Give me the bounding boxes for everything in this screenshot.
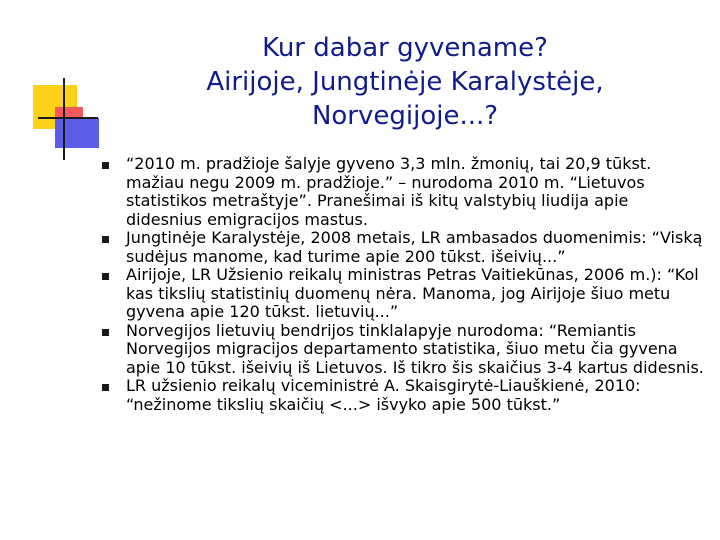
bullet-text: Jungtinėje Karalystėje, 2008 metais, LR ambasados duomenimis: “Viską sudėjus manome, kad turime apie 200 tūkst. išeivių...” bbox=[126, 228, 703, 266]
bullet-text: Airijoje, LR Užsienio reikalų ministras Petras Vaitiekūnas, 2006 m.): “Kol kas tikslių statistinių duomenų nėra. Manoma, jog Airijoje šiuo metu gyvena apie 120 tūkst. lietuvių...” bbox=[126, 265, 699, 321]
bullet-item bbox=[100, 322, 705, 378]
bullet-item bbox=[100, 266, 705, 322]
square-bullet-icon bbox=[102, 236, 109, 243]
bullet-item bbox=[100, 229, 705, 266]
square-bullet-icon bbox=[102, 384, 109, 391]
slide-title-line-3: Norvegijoje...? bbox=[311, 101, 499, 132]
slide-title-line-1: Kur dabar gyvename? bbox=[262, 33, 548, 64]
slide-title bbox=[110, 31, 700, 133]
decorative-horizontal-line bbox=[38, 117, 98, 119]
square-bullet-icon bbox=[102, 329, 109, 336]
slide-title-line-2: Airijoje, Jungtinėje Karalystėje, bbox=[206, 67, 604, 98]
square-bullet-icon bbox=[102, 273, 109, 280]
bullet-text: LR užsienio reikalų viceministrė A. Skaisgirytė-Liauškienė, 2010: “nežinome tikslių skaičių <...> išvyko apie 500 tūkst.” bbox=[126, 376, 641, 414]
decorative-blue-square bbox=[55, 118, 99, 148]
bullet-text: Norvegijos lietuvių bendrijos tinklalapyje nurodoma: “Remiantis Norvegijos migracijos departamento statistika, šiuo metu čia gyvena apie 10 tūkst. išeivių iš Lietuvos. Iš tikro šis skaičius 3-4 kartus didesnis. bbox=[126, 320, 704, 377]
bullet-item bbox=[100, 155, 705, 229]
bullet-list bbox=[100, 155, 705, 414]
square-bullet-icon bbox=[102, 162, 109, 169]
bullet-item bbox=[100, 377, 705, 414]
decorative-vertical-line bbox=[63, 78, 65, 160]
bullet-text: “2010 m. pradžioje šalyje gyveno 3,3 mln. žmonių, tai 20,9 tūkst. mažiau negu 2009 m. pradžioje.” – nurodoma 2010 m. “Lietuvos statistikos metraštyje”. Pranešimai iš kitų valstybių liudija apie didesnius emigracijos mastus. bbox=[126, 154, 652, 229]
